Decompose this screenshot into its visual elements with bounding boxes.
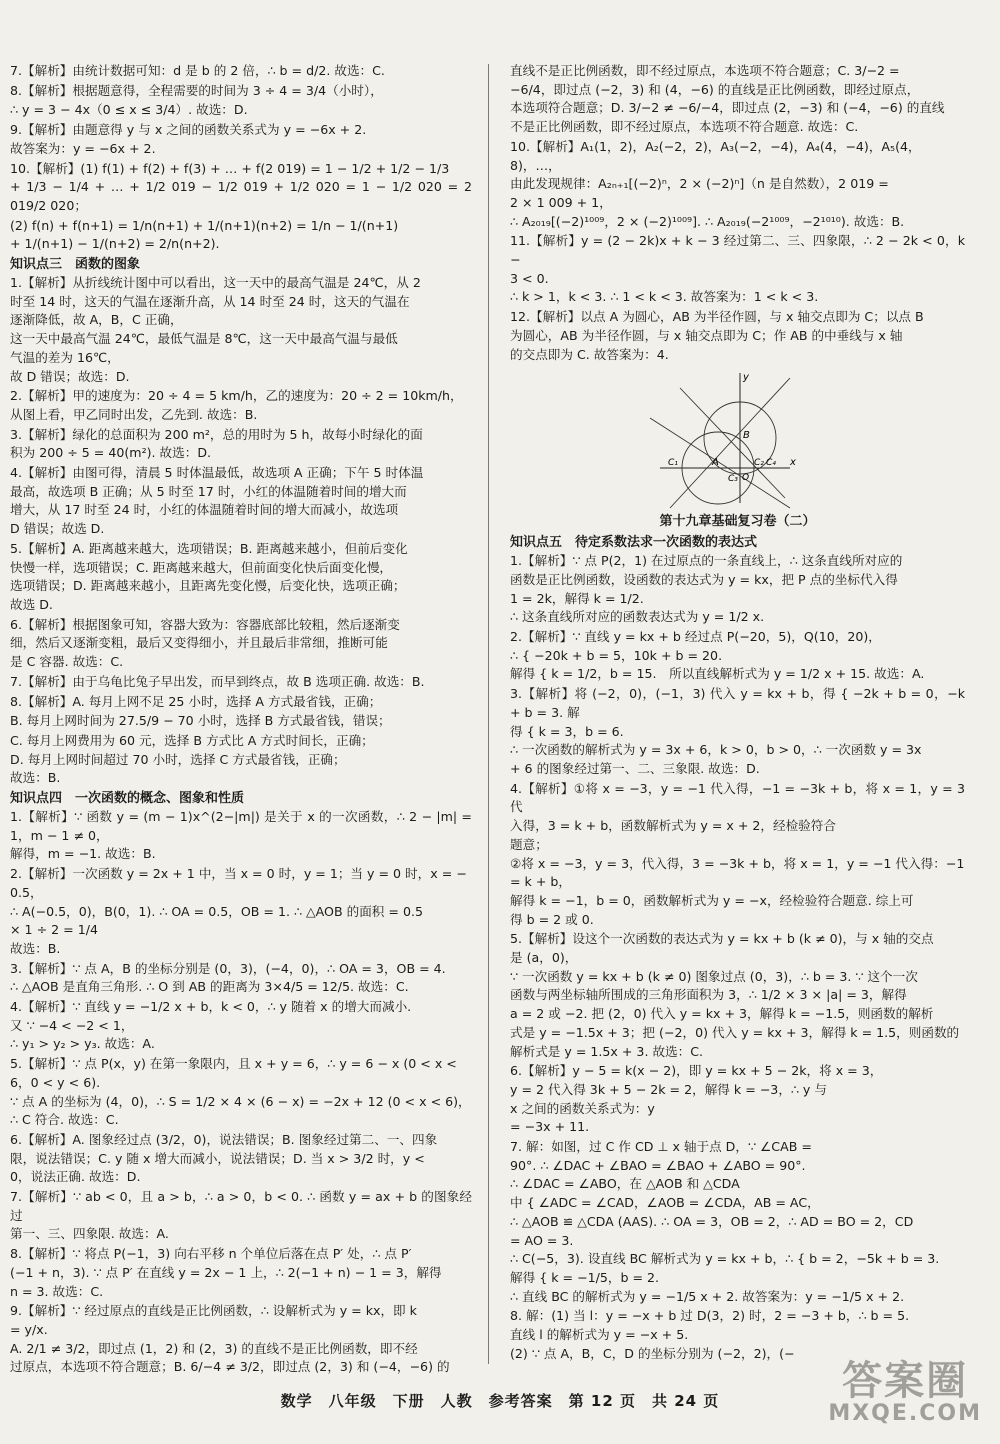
answer-item: 4.【解析】∵ 直线 y = −1/2 x + b，k < 0，∴ y 随着 x 的增大而减小. 又 ∵ −4 < −2 < 1， ∴ y₁ > y₂ > y₃. 故选：A. xyxy=(10,999,412,1052)
answer-item: 3.【解析】将 (−2，0)，(−1，3) 代入 y = kx + b，得 { −2k + b = 0，−k + b = 3. 解 得 { k = 3，b = 6. ∴ 一次函数的解析式为 y = 3x + 6，k > 0，b > 0，∴ 一次函数 y = 3x + 6 的图象经过第一、二、三象限. 故选：D. xyxy=(510,686,965,776)
figure-label-c2: C₂ xyxy=(754,458,764,469)
figure-label-c4: C₄ xyxy=(766,458,776,469)
answer-item: 直线不是正比例函数，即不经过原点，本选项不符合题意；C. 3/−2 = −6/4，即过点 (−2，3) 和 (4，−6) 的直线是正比例函数，即经过原点， 本选项符合题意；D. 3/−2 ≠ −6/−4，即过点 (2，−3) 和 (−4，−6) 的直线 不是正比例函数，即不经过原点，本选项不符合题意. 故选：C. xyxy=(510,63,945,135)
right-answer-list-b xyxy=(510,512,965,1363)
answer-item: 1.【解析】∵ 函数 y = (m − 1)x^(2−|m|) 是关于 x 的一次函数，∴ 2 − |m| = 1，m − 1 ≠ 0， 解得，m = −1. 故选：B. xyxy=(10,809,472,862)
compass-construction-figure xyxy=(640,368,800,508)
right-answer-list-a xyxy=(510,62,965,364)
answer-item: 10.【解析】A₁(1，2)，A₂(−2，2)，A₃(−2，−4)，A₄(4，−4)，A₅(4， 8)，…， 由此发现规律：A₂ₙ₊₁[(−2)ⁿ，2 × (−2)ⁿ]（n 是自然数），2 019 = 2 × 1 009 + 1， ∴ A₂₀₁₉[(−2)¹⁰⁰⁹，2 × (−2)¹⁰⁰⁹]. ∴ A₂₀₁₉(−2¹⁰⁰⁹，−2¹⁰¹⁰). 故选：B. xyxy=(510,138,921,229)
figure-label-x: x xyxy=(790,457,796,469)
page-footer: 数学 八年级 下册 人教 参考答案 第 12 页 共 24 页 xyxy=(280,1392,720,1410)
answer-item: (2) f(n) + f(n+1) = 1/n(n+1) + 1/(n+1)(n+2) = 1/n − 1/(n+1) + 1/(n+1) − 1/(n+2) = 2/n(n+2). xyxy=(10,217,399,252)
watermark-logo-text: 答案圈 xyxy=(842,1358,969,1404)
answer-item: 2.【解析】甲的速度为：20 ÷ 4 = 5 km/h，乙的速度为：20 ÷ 2 = 10km/h， 从图上看，甲乙同时出发，乙先到. 故选：B. xyxy=(10,388,463,422)
answer-item: 5.【解析】设这个一次函数的表达式为 y = kx + b (k ≠ 0)，与 x 轴的交点 是 (a，0)， ∵ 一次函数 y = kx + b (k ≠ 0) 图象过点 (0，3)，∴ b = 3. ∵ 这个一次 函数与两坐标轴所围成的三角形面积为 3，∴ 1/2 × 3 × |a| = 3，解得 a = 2 或 −2. 把 (2，0) 代入 y = kx + 3，解得 k = −1.5，则函数的解析 式是 y = −1.5x + 3；把 (−2，0) 代入 y = kx + 3，解得 k = 1.5，则函数的 解析式是 y = 1.5x + 3. 故选：C. xyxy=(510,931,960,1059)
answer-item: 7.【解析】由于乌龟比兔子早出发，而早到终点，故 B 选项正确. 故选：B. xyxy=(10,673,425,689)
answer-item: 7.【解析】由统计数据可知：d 是 b 的 2 倍，∴ b = d/2. 故选：C. xyxy=(10,63,385,78)
answer-item: 9.【解析】由题意得 y 与 x 之间的函数关系式为 y = −6x + 2. 故答案为：y = −6x + 2. xyxy=(10,122,367,156)
site-watermark xyxy=(828,1360,982,1426)
answer-item: 8. 解：(1) 当 l：y = −x + b 过 D(3，2) 时，2 = −3 + b，∴ b = 5. 直线 l 的解析式为 y = −x + 5. (2) ∵ 点 A，B，C，D 的坐标分别为 (−2，2)，(− xyxy=(510,1308,910,1361)
answer-item: 6.【解析】根据图象可知，容器大致为：容器底部比较粗，然后逐渐变 细，然后又逐渐变粗，最后又变得细小，并且最后非常细，推断可能 是 C 容器. 故选：C. xyxy=(10,616,400,670)
right-column xyxy=(510,62,965,1372)
section-heading: 知识点三 函数的图象 xyxy=(10,257,141,273)
chapter-title: 第十九章基础复习卷（二） xyxy=(659,514,816,530)
answer-item: 1.【解析】从折线统计图中可以看出，这一天中的最高气温是 24℃，从 2 时至 14 时，这天的气温在逐渐升高，从 14 时至 24 时，这天的气温在 逐渐降低，故 A，B，C 正确， 这一天中最高气温 24℃，最低气温是 8℃，这一天中最高气温与最低 气温的差为 16℃， 故 D 错误；故选：D. xyxy=(10,275,421,384)
answer-item: 12.【解析】以点 A 为圆心，AB 为半径作圆，与 x 轴交点即为 C；以点 B 为圆心，AB 为半径作圆，与 x 轴交点即为 C；作 AB 的中垂线与 x 轴 的交点即为 C. 故答案为：4. xyxy=(510,309,924,362)
answer-item: 4.【解析】由图可得，清晨 5 时体温最低，故选项 A 正确；下午 5 时体温 最高，故选项 B 正确；从 5 时至 17 时，小红的体温随着时间的增大而 增大，从 17 时至 24 时，小红的体温随着时间的增大而减小，故选项 D 错误；故选 D. xyxy=(10,465,424,537)
answer-item: C. 每月上网费用为 60 元，选择 B 方式比 A 方式时间长，正确； D. 每月上网时间超过 70 小时，选择 C 方式最省钱，正确； 故选：B. xyxy=(10,732,374,786)
figure-label-b: B xyxy=(743,430,750,442)
figure-label-o: O xyxy=(742,473,750,484)
answer-item: 2.【解析】一次函数 y = 2x + 1 中，当 x = 0 时，y = 1；当 y = 0 时，x = − 0.5， ∴ A(−0.5，0)，B(0，1). ∴ OA = 0.5，OB = 1. ∴ △AOB 的面积 = 0.5 × 1 ÷ 2 = 1/4 故选：B. xyxy=(10,866,467,956)
answer-item: 10.【解析】(1) f(1) + f(2) + f(3) + … + f(2 019) = 1 − 1/2 + 1/2 − 1/3 + 1/3 − 1/4 + … + 1/2 019 − 1/2 019 + 1/2 020 = 1 − 1/2 020 = 2 019/2 020； xyxy=(10,160,472,213)
watermark-url: MXQE.COM xyxy=(828,1401,982,1426)
section-heading: 知识点五 待定系数法求一次函数的表达式 xyxy=(510,535,758,551)
answer-item: 7.【解析】∵ ab < 0，且 a > b，∴ a > 0，b < 0. ∴ 函数 y = ax + b 的图象经过 第一、三、四象限. 故选：A. xyxy=(10,1189,472,1242)
answer-item: 4.【解析】①将 x = −3，y = −1 代入得，−1 = −3k + b，将 x = 1，y = 3 代 入得，3 = k + b，函数解析式为 y = x + 2，经检验符合 题意； ②将 x = −3，y = 3，代入得，3 = −3k + b，将 x = 1，y = −1 代入得：−1 = k + b， 解得 k = −1，b = 0，函数解析式为 y = −x，经检验符合题意. 综上可 得 b = 2 或 0. xyxy=(510,780,965,927)
answer-item: 3.【解析】∵ 点 A，B 的坐标分别是 (0，3)，(−4，0)，∴ OA = 3，OB = 4. ∴ △AOB 是直角三角形. ∴ O 到 AB 的距离为 3×4/5 = 12/5. 故选：C. xyxy=(10,960,446,995)
figure-label-a: A xyxy=(712,457,719,469)
left-column xyxy=(10,62,472,1375)
answer-item: B. 每月上网时间为 27.5/9 − 70 小时，选择 B 方式最省钱，错误； xyxy=(10,713,391,729)
answer-item: 5.【解析】∵ 点 P(x，y) 在第一象限内，且 x + y = 6，∴ y = 6 − x (0 < x < 6，0 < y < 6). ∵ 点 A 的坐标为 (4，0)，∴ S = 1/2 × 4 × (6 − x) = −2x + 12 (0 < x < 6)， ∴ C 符合. 故选：C. xyxy=(10,1056,471,1128)
answer-item: 2.【解析】∵ 直线 y = kx + b 经过点 P(−20，5)，Q(10，20)， ∴ { −20k + b = 5，10k + b = 20. 解得 { k = 1/2，b = 15. 所以直线解析式为 y = 1/2 x + 15. 故选：A. xyxy=(510,629,925,682)
answer-item: 6.【解析】y − 5 = k(x − 2)，即 y = kx + 5 − 2k，将 x = 3， y = 2 代入得 3k + 5 − 2k = 2，解得 k = −3，∴ y 与 x 之间的函数关系式为：y = −3x + 11. xyxy=(510,1063,883,1135)
answer-item: 1.【解析】∵ 点 P(2，1) 在过原点的一条直线上，∴ 这条直线所对应的 函数是正比例函数，设函数的表达式为 y = kx，把 P 点的坐标代入得 1 = 2k，解得 k = 1/2. ∴ 这条直线所对应的函数表达式为 y = 1/2 x. xyxy=(510,553,903,625)
answer-item: 6.【解析】A. 图象经过点 (3/2，0)，说法错误；B. 图象经过第二、一、四象 限，说法错误；C. y 随 x 增大而减小，说法错误；D. 当 x > 3/2 时，y < 0，说法正确. 故选：D. xyxy=(10,1131,438,1185)
figure-label-c1: C₁ xyxy=(668,458,678,469)
answer-item: 8.【解析】∵ 将点 P(−1，3) 向右平移 n 个单位后落在点 P′ 处，∴ 点 P′ (−1 + n，3). ∵ 点 P′ 在直线 y = 2x − 1 上，∴ 2(−1 + n) − 1 = 3，解得 n = 3. 故选：C. xyxy=(10,1246,442,1299)
answer-item: 11.【解析】y = (2 − 2k)x + k − 3 经过第二、三、四象限，∴ 2 − 2k < 0，k − 3 < 0. ∴ k > 1，k < 3. ∴ 1 < k < 3. 故答案为：1 < k < 3. xyxy=(510,233,965,305)
column-divider xyxy=(488,64,489,1364)
figure-label-c3: C₃ xyxy=(728,474,738,485)
answer-item: 5.【解析】A. 距离越来越大，选项错误；B. 距离越来越小，但前后变化 快慢一样，选项错误；C. 距离越来越大，但前面变化快后面变化慢， 选项错误；D. 距离越来越小，且距离先变化慢，后变化快，选项正确； 故选 D. xyxy=(10,540,408,612)
answer-item: 8.【解析】根据题意得，全程需要的时间为 3 ÷ 4 = 3/4（小时）， xyxy=(10,82,383,98)
answer-item: 7. 解：如图，过 C 作 CD ⊥ x 轴于点 D，∵ ∠CAB = 90°. ∴ ∠DAC + ∠BAO = ∠BAO + ∠ABO = 90°. ∴ ∠DAC = ∠ABO，在 △AOB 和 △CDA 中 { ∠ADC = ∠CAD，∠AOB = ∠CDA，AB = AC， ∴ △AOB ≌ △CDA (AAS). ∴ OA = 3，OB = 2，∴ AD = BO = 2，CD = AO = 3. ∴ C(−5，3). 设直线 BC 解析式为 y = kx + b，∴ { b = 2，−5k + b = 3. 解得 { k = −1/5，b = 2. ∴ 直线 BC 的解析式为 y = −1/5 x + 2. 故答案为：y = −1/5 x + 2. xyxy=(510,1139,940,1304)
answer-item: ∴ y = 3 − 4x（0 ≤ x ≤ 3/4）. 故选：D. xyxy=(10,102,248,118)
answer-item: 8.【解析】A. 每月上网不足 25 小时，选择 A 方式最省钱，正确； xyxy=(10,693,382,709)
figure-label-y: y xyxy=(743,372,749,384)
answer-item: 9.【解析】∵ 经过原点的直线是正比例函数，∴ 设解析式为 y = kx，即 k = y/x. A. 2/1 ≠ 3/2，即过点 (1，2) 和 (2，3) 的直线不是正比例函数，即不经 过原点，本选项不符合题意；B. 6/−4 ≠ 3/2，即过点 (2，3) 和 (−4，−6) 的 xyxy=(10,1303,450,1375)
left-answer-list xyxy=(10,62,472,1377)
answer-item: 3.【解析】绿化的总面积为 200 m²，总的用时为 5 h，故每小时绿化的面 积为 200 ÷ 5 = 40(m²). 故选：D. xyxy=(10,426,423,461)
figure-line-2 xyxy=(670,378,790,508)
section-heading: 知识点四 一次函数的概念、图象和性质 xyxy=(10,791,245,807)
